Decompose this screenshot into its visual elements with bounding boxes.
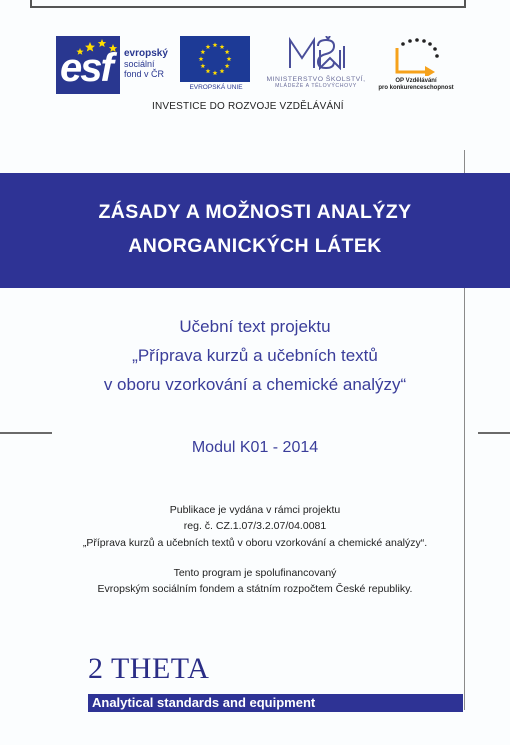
- esf-logo: [56, 36, 174, 94]
- msmt-line2: MLÁDEŽE A TĚLOVÝCHOVY: [275, 83, 357, 89]
- esf-line3: fond v ČR: [124, 69, 165, 79]
- msmt-line1: MINISTERSTVO ŠKOLSTVÍ,: [266, 76, 366, 83]
- eu-star-icon: [199, 56, 204, 61]
- eu-star-icon: [225, 63, 230, 68]
- funding-line1: Tento program je spolufinancovaný: [173, 567, 337, 579]
- publisher-tagline-bar: [88, 694, 463, 712]
- eu-star-icon: [227, 56, 232, 61]
- eu-star-icon: [206, 69, 211, 74]
- esf-line1: evropský: [124, 48, 168, 59]
- esf-line2: sociální: [124, 59, 155, 69]
- eu-star-icon: [225, 49, 230, 54]
- esf-flag: [56, 36, 120, 94]
- msmt-monogram-icon: [286, 36, 346, 70]
- eu-flag-icon: [180, 36, 250, 82]
- subtitle-line3: v oboru vzorkování a chemické analýzy“: [103, 375, 407, 394]
- eu-caption: EVROPSKÁ UNIE: [189, 84, 243, 91]
- subtitle-line2: „Příprava kurzů a učebních textů: [132, 346, 378, 365]
- msmt-logo: [256, 36, 376, 96]
- logo-strip: [56, 36, 456, 100]
- op-arrow-icon: [391, 36, 441, 76]
- publisher-tagline: Analytical standards and equipment: [92, 695, 316, 710]
- esf-letters: esf: [60, 46, 112, 90]
- funding-line2: Evropským sociálním fondem a státním rozpočtem České republiky.: [97, 583, 413, 595]
- op-caption: [376, 78, 456, 92]
- eu-star-icon: [200, 49, 205, 54]
- eu-stars-icon: [180, 36, 250, 82]
- op-line1: OP Vzdělávání: [395, 78, 437, 84]
- crop-mark-left: [0, 432, 52, 434]
- eu-star-icon: [213, 70, 218, 75]
- eu-star-icon: [206, 44, 211, 49]
- esf-caption: [124, 48, 168, 79]
- publisher-name: 2 THETA: [88, 652, 210, 685]
- eu-star-icon: [220, 44, 225, 49]
- publication-line1: Publikace je vydána v rámci projektu: [169, 504, 341, 516]
- eu-star-icon: [213, 42, 218, 47]
- eu-logo: [180, 36, 252, 94]
- title-line1: ZÁSADY A MOŽNOSTI ANALÝZY: [98, 201, 412, 223]
- crop-mark-right: [478, 432, 510, 434]
- op-line2: pro konkurenceschopnost: [378, 85, 454, 91]
- title-banner: [0, 173, 510, 288]
- module-label: Modul K01 - 2014: [191, 439, 319, 456]
- title-line2: ANORGANICKÝCH LÁTEK: [128, 235, 382, 257]
- eu-star-icon: [220, 69, 225, 74]
- eu-star-icon: [200, 63, 205, 68]
- page-frame-top: [30, 0, 466, 8]
- subtitle-line1: Učební text projektu: [179, 317, 331, 336]
- publication-line2: reg. č. CZ.1.07/3.2.07/04.0081: [183, 520, 327, 532]
- publication-line3: „Příprava kurzů a učebních textů v oboru vzorkování a chemické analýzy“.: [82, 537, 428, 549]
- op-logo: [376, 36, 456, 98]
- header-tagline: INVESTICE DO ROZVOJE VZDĚLÁVÁNÍ: [152, 101, 344, 112]
